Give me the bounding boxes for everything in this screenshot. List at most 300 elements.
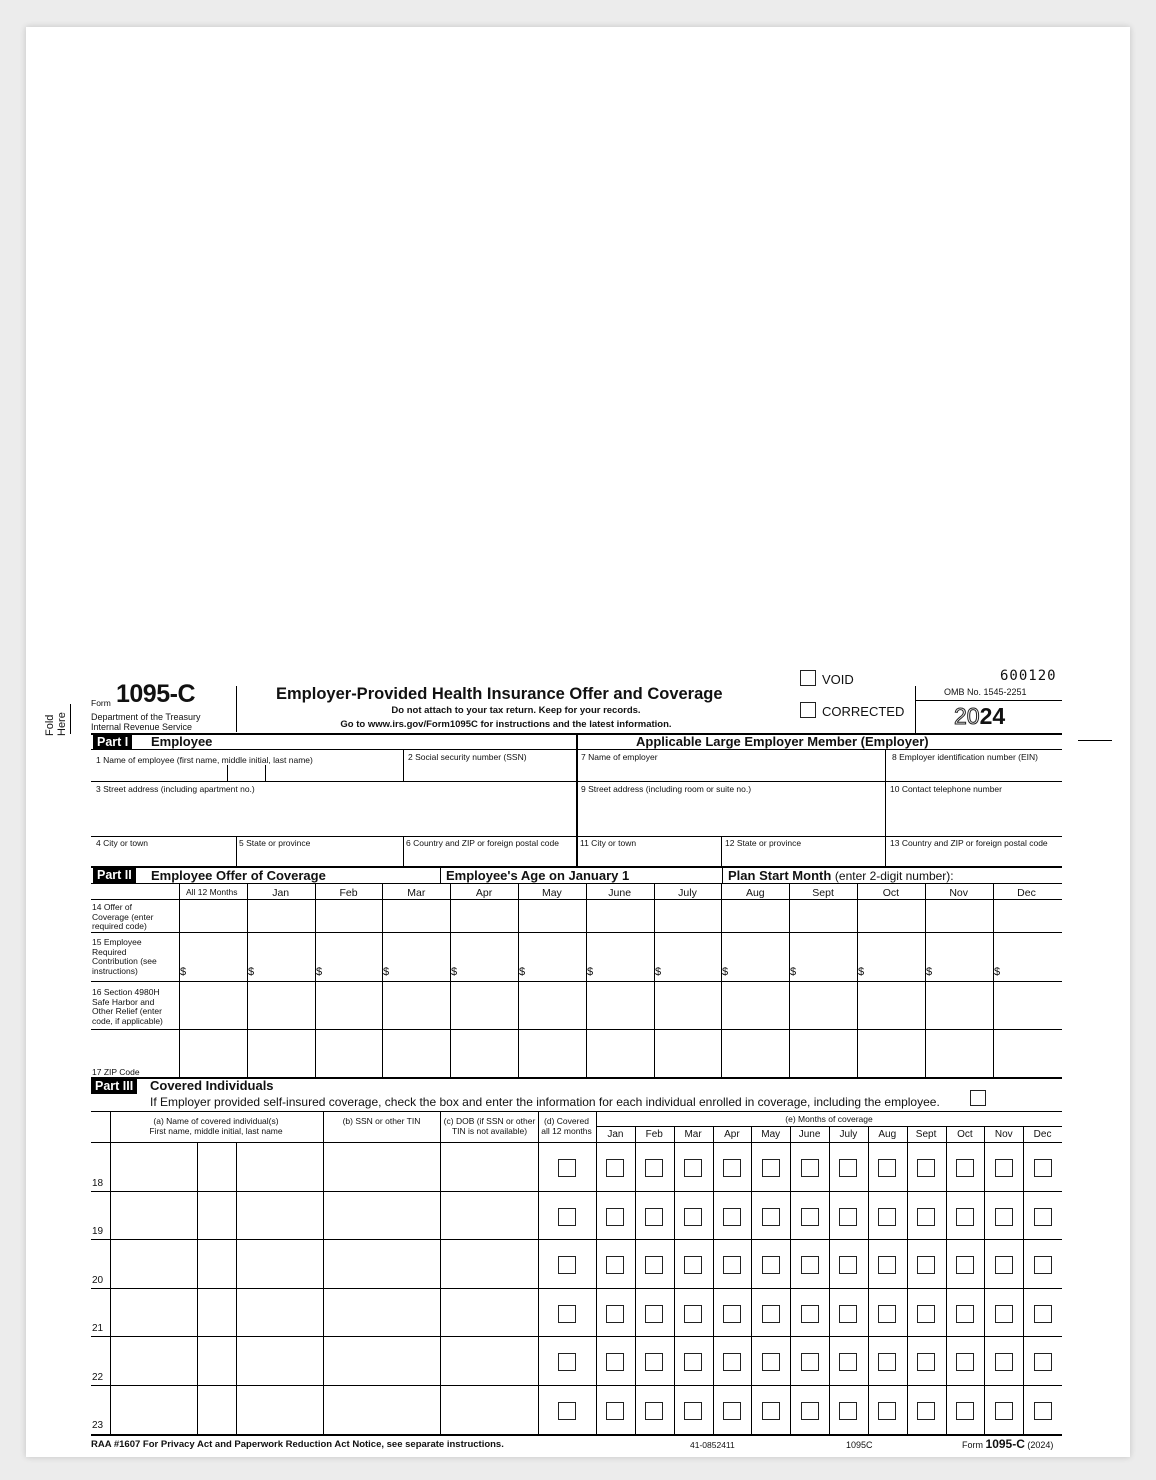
first-name-input[interactable] [112,1144,196,1189]
line17-cell[interactable] [927,1030,992,1076]
month-coverage-checkbox-mar[interactable] [684,1353,702,1371]
line16-cell[interactable] [859,982,924,1028]
month-coverage-checkbox-july[interactable] [839,1256,857,1274]
line14-cell[interactable] [588,900,653,931]
dob-input[interactable] [442,1193,537,1238]
line14-cell[interactable] [723,900,788,931]
plan-start [728,868,954,883]
month-coverage-checkbox-aug[interactable] [878,1159,896,1177]
part3-title: Covered Individuals [150,1078,274,1093]
month-coverage-checkbox-july[interactable] [839,1402,857,1420]
line15-cell[interactable] [181,933,246,980]
footer-code: 1095C [846,1440,873,1450]
month-coverage-checkbox-dec[interactable] [1034,1305,1052,1323]
year-outline: 20 [954,703,980,729]
col-d-text-2: all 12 months [541,1125,592,1136]
plan-start-title: Plan Start Month [728,868,832,883]
month-coverage-checkbox-feb[interactable] [645,1159,663,1177]
month-coverage-checkbox-sept[interactable] [917,1208,935,1226]
line15-text-1: 15 Employee [92,937,142,947]
first-name-input[interactable] [112,1241,196,1286]
field-12-label: 12 State or province [725,838,802,848]
part1-label: Part I [93,735,132,750]
month-coverage-checkbox-july[interactable] [839,1353,857,1371]
f1-f2-divider [403,750,404,781]
line17-cell[interactable] [859,1030,924,1076]
month-coverage-checkbox-aug[interactable] [878,1305,896,1323]
month-col-rule [751,1127,752,1434]
form-title: Employer-Provided Health Insurance Offer and Coverage [276,685,723,703]
covered-all-12-checkbox[interactable] [558,1353,576,1371]
field-5-label: 5 State or province [239,838,311,848]
month-coverage-checkbox-sept[interactable] [917,1159,935,1177]
month-coverage-checkbox-jan[interactable] [606,1208,624,1226]
line15-cell[interactable] [452,933,517,980]
part2-col-rule [315,884,316,1077]
month-coverage-checkbox-dec[interactable] [1034,1256,1052,1274]
line15-cell[interactable] [791,933,856,980]
month-coverage-checkbox-nov[interactable] [995,1159,1013,1177]
footer-cat-number: 41-0852411 [690,1440,735,1450]
line14-cell[interactable] [791,900,856,931]
month-coverage-checkbox-apr[interactable] [723,1256,741,1274]
part1-title: Employee [151,734,213,749]
first-name-input[interactable] [112,1387,196,1432]
last-name-input[interactable] [238,1144,322,1189]
line16-cell[interactable] [791,982,856,1028]
month-col-rule [946,1127,947,1434]
month-coverage-checkbox-june[interactable] [801,1256,819,1274]
month-col-rule [829,1127,830,1434]
part1-center-divider [576,734,578,866]
line17-cell[interactable] [723,1030,788,1076]
plan-start-note: (enter 2-digit number): [834,869,954,883]
part3-col-rule [110,1112,111,1434]
month-coverage-checkbox-jan[interactable] [606,1305,624,1323]
line16-text-3: Other Relief (enter [92,1006,162,1016]
month-coverage-checkbox-jan[interactable] [606,1402,624,1420]
month-coverage-checkbox-may[interactable] [762,1208,780,1226]
ssn-input[interactable] [325,1144,439,1189]
line15-text-4: instructions) [92,965,138,976]
month-header-sept: Sept [812,887,834,899]
line16-cell[interactable] [927,982,992,1028]
footer-notice: RAA #1607 For Privacy Act and Paperwork Reduction Act Notice, see separate instructions. [91,1439,504,1450]
month-coverage-checkbox-aug[interactable] [878,1353,896,1371]
month-coverage-checkbox-oct[interactable] [956,1159,974,1177]
line15-cell[interactable] [723,933,788,980]
dept-treasury: Department of the Treasury [91,712,201,722]
middle-initial-input[interactable] [199,1338,235,1383]
month-coverage-checkbox-may[interactable] [762,1353,780,1371]
part2-col-rule [654,884,655,1077]
line14-text-2: Coverage (enter [92,911,154,922]
month-coverage-checkbox-mar[interactable] [684,1402,702,1420]
first-name-input[interactable] [112,1338,196,1383]
self-insured-checkbox[interactable] [970,1090,986,1106]
line16-cell[interactable] [656,982,721,1028]
col-c-text-2: TIN is not available) [451,1125,528,1136]
month-col-rule [713,1127,714,1434]
covered-all-12-checkbox[interactable] [558,1402,576,1420]
last-name-input[interactable] [238,1338,322,1383]
month-coverage-checkbox-mar[interactable] [684,1208,702,1226]
line16-label [92,988,163,1026]
line14-cell[interactable] [249,900,314,931]
line16-cell[interactable] [249,982,314,1028]
ssn-input[interactable] [325,1241,439,1286]
here-text: Here [56,712,68,736]
middle-initial-input[interactable] [199,1144,235,1189]
month-coverage-checkbox-oct[interactable] [956,1353,974,1371]
part2-col-rule [993,884,994,1077]
month-coverage-checkbox-dec[interactable] [1034,1208,1052,1226]
employer-title: Applicable Large Employer Member (Employer) [636,734,929,749]
ssn-input[interactable] [325,1387,439,1432]
month-coverage-checkbox-july[interactable] [839,1305,857,1323]
field-2-label: 2 Social security number (SSN) [408,752,527,762]
month-header-nov: Nov [949,887,969,899]
line17-cell[interactable] [384,1030,449,1076]
part3-col-rule [323,1112,324,1434]
line17-cell[interactable] [249,1030,314,1076]
tax-year [954,703,1005,730]
month-col-rule [674,1127,675,1434]
dept-irs: Internal Revenue Service [91,722,193,732]
month-coverage-checkbox-mar[interactable] [684,1159,702,1177]
part2-col-rule [382,884,383,1077]
line14-text-1: 14 Offer of [92,902,133,912]
middle-initial-input[interactable] [199,1387,235,1432]
line15-cell[interactable] [520,933,585,980]
line14-cell[interactable] [181,900,246,931]
dollar-sign: $ [655,966,662,978]
row-number-23: 23 [92,1420,104,1431]
p3-month-header-mar: Mar [684,1129,702,1140]
line14-text-3: required code) [92,921,147,931]
month-coverage-checkbox-nov[interactable] [995,1256,1013,1274]
covered-all-12-checkbox[interactable] [558,1208,576,1226]
line17-cell[interactable] [452,1030,517,1076]
dollar-sign: $ [790,966,797,978]
line16-text-4: code, if applicable) [92,1015,163,1026]
corrected-checkbox[interactable] [800,702,816,718]
month-coverage-checkbox-feb[interactable] [645,1353,663,1371]
last-name-input[interactable] [238,1241,322,1286]
part2-title: Employee Offer of Coverage [151,868,326,883]
age-divider-right [722,867,723,883]
line15-cell[interactable] [317,933,382,980]
f11-f12-divider [721,837,722,866]
line15-cell[interactable] [995,933,1060,980]
dollar-sign: $ [519,966,526,978]
line14-cell[interactable] [995,900,1060,931]
line16-cell[interactable] [995,982,1060,1028]
last-name-input[interactable] [238,1193,322,1238]
col-c-text-1: (c) DOB (if SSN or other [443,1116,536,1126]
month-coverage-checkbox-apr[interactable] [723,1305,741,1323]
month-coverage-checkbox-sept[interactable] [917,1402,935,1420]
month-coverage-checkbox-june[interactable] [801,1305,819,1323]
col-a-text-1: (a) Name of covered individual(s) [153,1116,279,1126]
line17-cell[interactable] [656,1030,721,1076]
covered-all-12-checkbox[interactable] [558,1159,576,1177]
month-coverage-checkbox-aug[interactable] [878,1256,896,1274]
dollar-sign: $ [587,966,594,978]
month-coverage-checkbox-oct[interactable] [956,1305,974,1323]
field-11-label: 11 City or town [580,838,637,848]
month-coverage-checkbox-june[interactable] [801,1159,819,1177]
field-10-label: 10 Contact telephone number [890,784,1002,794]
month-coverage-checkbox-dec[interactable] [1034,1159,1052,1177]
line16-cell[interactable] [181,982,246,1028]
all-12-months-label: All 12 Months [186,887,238,897]
ssn-input[interactable] [325,1193,439,1238]
dob-input[interactable] [442,1338,537,1383]
form-word: Form [91,698,111,708]
col-d-text-1: (d) Covered [544,1116,589,1126]
month-coverage-checkbox-apr[interactable] [723,1353,741,1371]
omb-line [915,700,1062,701]
line15-cell[interactable] [859,933,924,980]
month-coverage-checkbox-mar[interactable] [684,1256,702,1274]
col-b-header: (b) SSN or other TIN [342,1116,421,1126]
first-name-input[interactable] [112,1193,196,1238]
month-coverage-checkbox-oct[interactable] [956,1256,974,1274]
line14-label [92,903,153,932]
month-header-july: July [678,887,697,899]
month-coverage-checkbox-apr[interactable] [723,1208,741,1226]
year-bold: 24 [979,703,1006,729]
line15-cell[interactable] [927,933,992,980]
age-divider-left [440,867,441,883]
row1-rule [91,781,1062,782]
part2-col-rule [789,884,790,1077]
month-header-dec: Dec [1017,887,1036,899]
month-coverage-checkbox-feb[interactable] [645,1402,663,1420]
part3-label: Part III [91,1079,137,1094]
line14-cell[interactable] [317,900,382,931]
line14-cell[interactable] [656,900,721,931]
month-coverage-checkbox-may[interactable] [762,1402,780,1420]
month-coverage-checkbox-jan[interactable] [606,1159,624,1177]
footer-form-word: Form [962,1440,983,1450]
age-title: Employee's Age on January 1 [446,868,630,883]
dollar-sign: $ [180,966,187,978]
line17-cell[interactable] [588,1030,653,1076]
line17-cell[interactable] [995,1030,1060,1076]
part2-col-rule [857,884,858,1077]
line14-cell[interactable] [452,900,517,931]
p3-month-header-jan: Jan [607,1129,624,1140]
line14-cell[interactable] [384,900,449,931]
month-coverage-checkbox-apr[interactable] [723,1159,741,1177]
dob-input[interactable] [442,1241,537,1286]
void-checkbox[interactable] [800,670,816,686]
omb-number: OMB No. 1545-2251 [944,687,1027,697]
part2-col-rule [450,884,451,1077]
covered-all-12-checkbox[interactable] [558,1305,576,1323]
dob-input[interactable] [442,1290,537,1335]
fold-line-left [70,704,71,734]
line17-cell[interactable] [520,1030,585,1076]
void-label: VOID [822,672,854,687]
field-9-label: 9 Street address (including room or suite no.) [581,784,752,794]
line16-cell[interactable] [384,982,449,1028]
line14-cell[interactable] [859,900,924,931]
first-name-input[interactable] [112,1290,196,1335]
line15-cell[interactable] [384,933,449,980]
f7-f8-divider [885,750,886,781]
line15-cell[interactable] [588,933,653,980]
covered-all-12-checkbox[interactable] [558,1256,576,1274]
part2-col-rule [179,884,180,1077]
row-number-19: 19 [92,1226,104,1237]
part2-col-rule [721,884,722,1077]
f9-f10-divider [885,782,886,836]
month-coverage-checkbox-dec[interactable] [1034,1353,1052,1371]
f4-f5-divider [236,837,237,866]
last-name-input[interactable] [238,1387,322,1432]
month-coverage-checkbox-apr[interactable] [723,1402,741,1420]
month-coverage-checkbox-june[interactable] [801,1208,819,1226]
month-coverage-checkbox-may[interactable] [762,1305,780,1323]
part2-label: Part II [93,868,136,883]
month-coverage-checkbox-sept[interactable] [917,1256,935,1274]
fold-marker [40,702,70,742]
line15-cell[interactable] [249,933,314,980]
footer-form-id [962,1437,1053,1451]
month-coverage-checkbox-nov[interactable] [995,1305,1013,1323]
month-coverage-checkbox-nov[interactable] [995,1353,1013,1371]
line15-text-2: Required [92,946,127,957]
part3-note: If Employer provided self-insured coverage, check the box and enter the information for each individual enrolled in coverage, including the employee. [150,1095,940,1109]
dob-input[interactable] [442,1387,537,1432]
month-coverage-checkbox-may[interactable] [762,1256,780,1274]
month-coverage-checkbox-june[interactable] [801,1353,819,1371]
month-col-rule [635,1127,636,1434]
p3-month-header-july: July [839,1129,858,1140]
line17-cell[interactable] [317,1030,382,1076]
month-coverage-checkbox-nov[interactable] [995,1208,1013,1226]
month-coverage-checkbox-aug[interactable] [878,1208,896,1226]
month-coverage-checkbox-jan[interactable] [606,1353,624,1371]
month-coverage-checkbox-jan[interactable] [606,1256,624,1274]
dollar-sign: $ [858,966,865,978]
line15-cell[interactable] [656,933,721,980]
f12-f13-divider [885,837,886,866]
form-subtitle: Do not attach to your tax return. Keep for your records. [391,705,641,716]
month-header-june: June [608,887,632,899]
month-coverage-checkbox-oct[interactable] [956,1208,974,1226]
row-number-22: 22 [92,1372,104,1383]
line16-text-2: Safe Harbor and [92,996,155,1007]
month-coverage-checkbox-oct[interactable] [956,1402,974,1420]
month-coverage-checkbox-july[interactable] [839,1159,857,1177]
fold-line-right [1078,740,1112,741]
month-col-rule [907,1127,908,1434]
line16-cell[interactable] [723,982,788,1028]
part2-col-rule [518,884,519,1077]
line16-cell[interactable] [588,982,653,1028]
ssn-input[interactable] [325,1338,439,1383]
month-coverage-checkbox-sept[interactable] [917,1305,935,1323]
form-number: 1095-C [116,680,195,708]
line16-cell[interactable] [452,982,517,1028]
month-coverage-checkbox-feb[interactable] [645,1208,663,1226]
line17-cell[interactable] [791,1030,856,1076]
dollar-sign: $ [316,966,323,978]
month-coverage-checkbox-june[interactable] [801,1402,819,1420]
p3-month-header-sept: Sept [915,1129,937,1140]
middle-initial-input[interactable] [199,1193,235,1238]
part3-header-top-rule [91,1111,1062,1112]
month-col-rule [984,1127,985,1434]
line14-cell[interactable] [927,900,992,931]
month-header-jan: Jan [272,887,290,899]
dollar-sign: $ [248,966,255,978]
middle-initial-input[interactable] [199,1241,235,1286]
p3-month-header-dec: Dec [1033,1129,1052,1140]
line16-cell[interactable] [317,982,382,1028]
month-coverage-checkbox-mar[interactable] [684,1305,702,1323]
f1-tick2 [265,765,266,781]
p3-month-header-nov: Nov [994,1129,1013,1140]
line16-cell[interactable] [520,982,585,1028]
month-header-apr: Apr [475,887,493,899]
row-number-21: 21 [92,1323,104,1334]
field-13-label: 13 Country and ZIP or foreign postal code [890,838,1048,848]
middle-initial-input[interactable] [199,1290,235,1335]
month-coverage-checkbox-dec[interactable] [1034,1402,1052,1420]
month-coverage-checkbox-feb[interactable] [645,1256,663,1274]
month-coverage-checkbox-may[interactable] [762,1159,780,1177]
col-c-header [441,1117,538,1136]
month-header-oct: Oct [882,887,900,899]
month-col-rule [1023,1127,1024,1434]
p3-month-header-may: May [761,1129,781,1140]
name-subdivider [197,1143,198,1434]
month-coverage-checkbox-july[interactable] [839,1208,857,1226]
p3-month-header-apr: Apr [724,1129,740,1140]
col-a-text-2: First name, middle initial, last name [149,1125,283,1136]
field-7-label: 7 Name of employer [581,752,658,762]
col-d-header [538,1117,595,1136]
name-subdivider [236,1143,237,1434]
f5-f6-divider [403,837,404,866]
last-name-input[interactable] [238,1290,322,1335]
line15-text-3: Contribution (see [92,956,157,966]
month-header-may: May [541,887,562,899]
month-header-aug: Aug [745,887,765,899]
month-coverage-checkbox-sept[interactable] [917,1353,935,1371]
month-coverage-checkbox-aug[interactable] [878,1402,896,1420]
ssn-input[interactable] [325,1290,439,1335]
field-8-label: 8 Employer identification number (EIN) [892,752,1038,762]
month-coverage-checkbox-nov[interactable] [995,1402,1013,1420]
line17-cell[interactable] [181,1030,246,1076]
row-number-18: 18 [92,1178,104,1189]
footer-rule [91,1434,1062,1436]
line14-cell[interactable] [520,900,585,931]
field-6-label: 6 Country and ZIP or foreign postal code [406,838,559,848]
dollar-sign: $ [926,966,933,978]
part3-col-rule [538,1112,539,1434]
fold-text: Fold [44,714,56,736]
dob-input[interactable] [442,1144,537,1189]
p3-month-header-june: June [798,1129,821,1140]
month-coverage-checkbox-feb[interactable] [645,1305,663,1323]
